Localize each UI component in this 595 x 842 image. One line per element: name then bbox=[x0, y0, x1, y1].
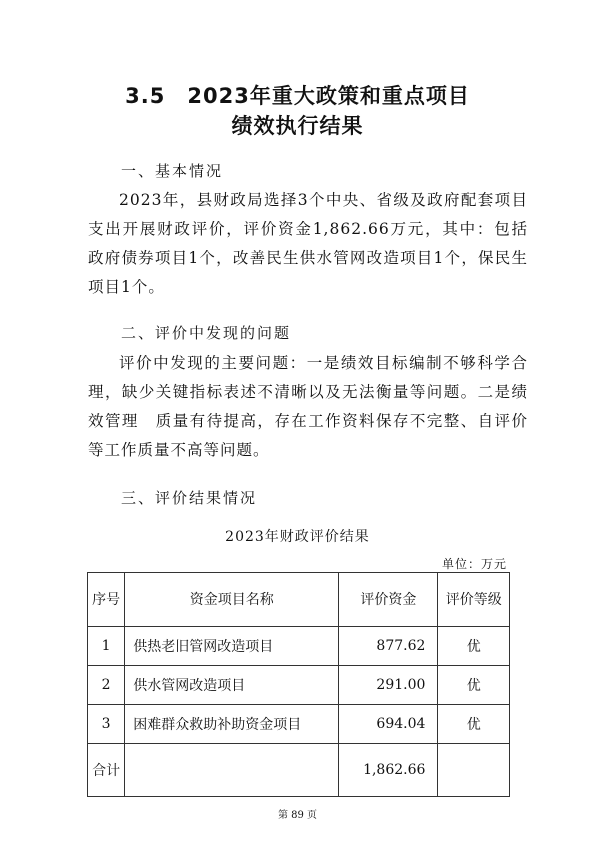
header-seq: 序号 bbox=[88, 573, 125, 627]
cell-seq: 2 bbox=[88, 666, 125, 705]
cell-grade: 优 bbox=[438, 666, 510, 705]
total-empty-cell bbox=[125, 744, 339, 797]
table-unit-label: 单位：万元 bbox=[441, 557, 507, 571]
table-total-row bbox=[88, 744, 510, 797]
table-row bbox=[88, 627, 510, 666]
page-number: 第 89 页 bbox=[277, 810, 318, 821]
cell-project-name: 困难群众救助补助资金项目 bbox=[125, 705, 339, 744]
cell-grade: 优 bbox=[438, 705, 510, 744]
cell-amount: 694.04 bbox=[339, 705, 438, 744]
cell-amount: 877.62 bbox=[339, 627, 438, 666]
header-project-name: 资金项目名称 bbox=[125, 573, 339, 627]
table-header-row bbox=[88, 573, 510, 627]
header-grade: 评价等级 bbox=[438, 573, 510, 627]
section-paragraph-basic-info: 2023年，县财政局选择3个中央、省级及政府配套项目支出开展财政评价，评价资金1,862.66万元，其中：包括政府债券项目1个，改善民生供水管网改造项目1个，保民生项目1个。 bbox=[88, 191, 528, 296]
section-paragraph-problems: 评价中发现的主要问题：一是绩效目标编制不够科学合理，缺少关键指标表述不清晰以及无法衡量等问题。二是绩效管理 质量有待提高，存在工作资料保存不完整、自评价等工作质量不高等问题。 bbox=[88, 354, 528, 459]
table-row bbox=[88, 705, 510, 744]
evaluation-result-table bbox=[87, 572, 510, 797]
section-heading-problems: 二、评价中发现的问题 bbox=[121, 324, 292, 342]
total-amount: 1,862.66 bbox=[339, 744, 438, 797]
header-evaluated-amount: 评价资金 bbox=[339, 573, 438, 627]
cell-project-name: 供热老旧管网改造项目 bbox=[125, 627, 339, 666]
cell-project-name: 供水管网改造项目 bbox=[125, 666, 339, 705]
total-label: 合计 bbox=[88, 744, 125, 797]
cell-seq: 1 bbox=[88, 627, 125, 666]
table-caption: 2023年财政评价结果 bbox=[225, 529, 370, 545]
cell-seq: 3 bbox=[88, 705, 125, 744]
section-heading-basic-info: 一、基本情况 bbox=[121, 162, 224, 180]
document-title-line-2: 绩效执行结果 bbox=[231, 114, 364, 138]
section-heading-results: 三、评价结果情况 bbox=[121, 489, 258, 507]
table-row bbox=[88, 666, 510, 705]
document-title-line-1: 3.5 2023年重大政策和重点项目 bbox=[125, 84, 470, 108]
cell-amount: 291.00 bbox=[339, 666, 438, 705]
total-grade-empty-cell bbox=[438, 744, 510, 797]
cell-grade: 优 bbox=[438, 627, 510, 666]
